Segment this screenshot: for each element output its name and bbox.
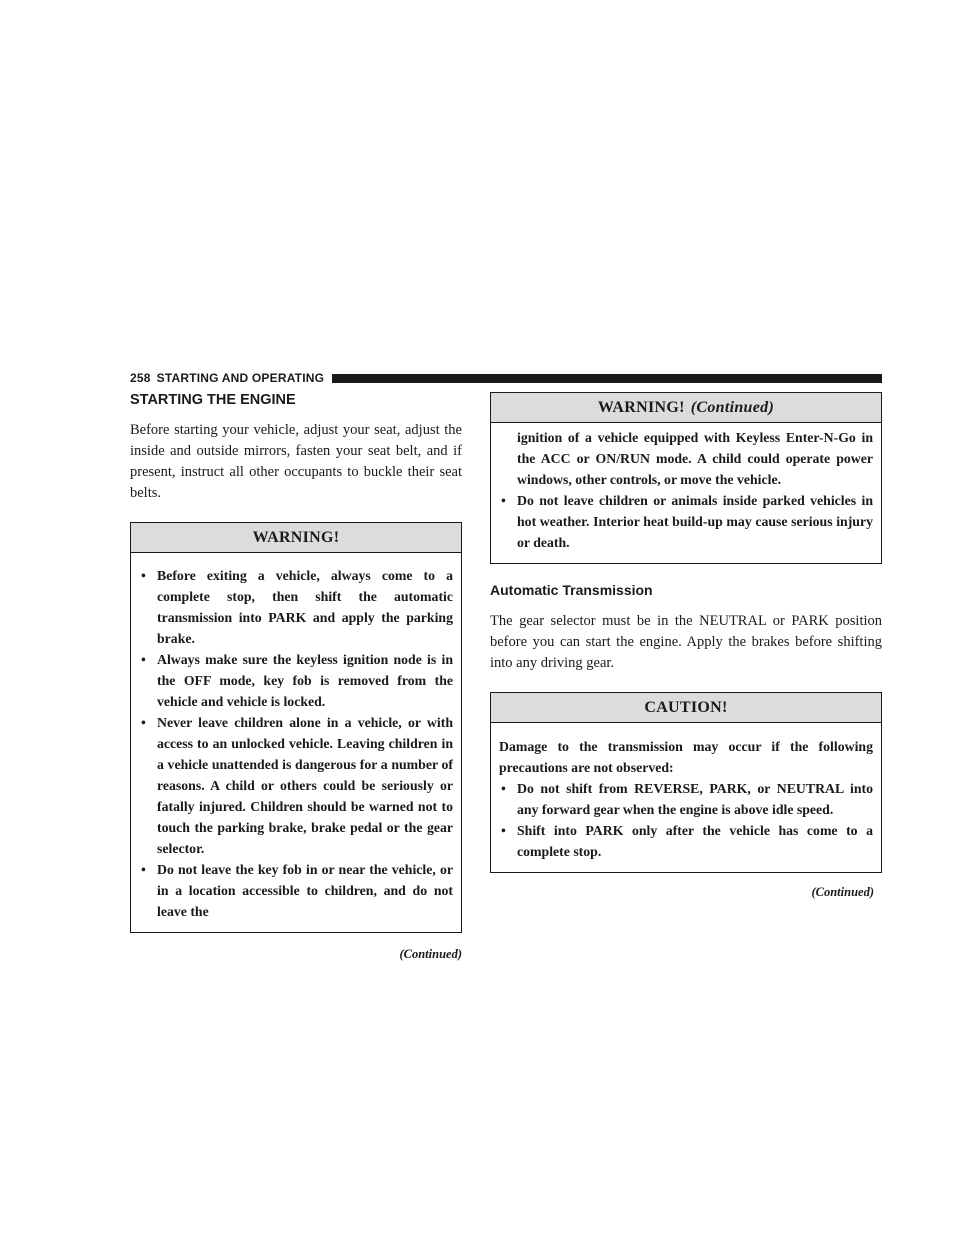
caution-title xyxy=(491,693,881,723)
warning-continued-box xyxy=(490,392,882,564)
warning-continued-list xyxy=(499,490,873,553)
warning-body xyxy=(131,553,461,932)
bullet-icon: • xyxy=(141,862,146,877)
bullet-icon: • xyxy=(501,493,506,508)
continued-suffix: (Continued) xyxy=(690,399,775,416)
body-paragraph: The gear selector must be in the NEUTRAL or PARK position before you can start the engine. Apply the brakes before shifting into any driving gear. xyxy=(490,613,882,671)
intro-paragraph: Before starting your vehicle, adjust your seat, adjust the inside and outside mirrors, fasten your seat belt, and if present, instruct all other occupants to buckle their seat belts. xyxy=(130,422,462,501)
continued-label: (Continued) xyxy=(811,885,874,899)
warning-box xyxy=(130,522,462,933)
warning-continued-body xyxy=(491,423,881,563)
list-item: • Never leave children alone in a vehicle, or with access to an unlocked vehicle. Leaving children in a vehicle unattended is dangerous for a number of reasons. A child or others could be seriously or fatally injured. Children should be warned not to touch the parking brake, brake pedal or the gear selector. xyxy=(139,712,453,859)
warning-list xyxy=(139,565,453,922)
caution-box xyxy=(490,692,882,873)
continued-label: (Continued) xyxy=(399,947,462,961)
caution-body xyxy=(491,723,881,872)
bullet-icon: • xyxy=(141,652,146,667)
list-item: • Do not leave the key fob in or near the vehicle, or in a location accessible to children, and do not leave the xyxy=(139,859,453,922)
caution-title-text: CAUTION! xyxy=(644,699,728,716)
warning-title-text: WARNING! xyxy=(597,399,685,416)
caution-intro: Damage to the transmission may occur if the following precautions are not observed: xyxy=(499,739,873,775)
left-column xyxy=(130,392,462,962)
section-heading: STARTING THE ENGINE xyxy=(130,392,296,408)
page-number: 258 xyxy=(130,371,151,385)
list-item: • Shift into PARK only after the vehicle has come to a complete stop. xyxy=(499,820,873,862)
warning-title xyxy=(131,523,461,553)
right-column xyxy=(490,392,882,900)
section-title: STARTING AND OPERATING xyxy=(156,371,325,385)
header-rule xyxy=(332,374,882,383)
caution-list xyxy=(499,778,873,862)
list-item: • Do not leave children or animals inside parked vehicles in hot weather. Interior heat build-up may cause serious injury or death. xyxy=(499,490,873,553)
subsection-heading: Automatic Transmission xyxy=(490,582,653,598)
bullet-icon: • xyxy=(501,823,506,838)
bullet-icon: • xyxy=(141,715,146,730)
warning-title-text: WARNING! xyxy=(252,529,340,546)
warning-continued-title xyxy=(491,393,881,423)
bullet-icon: • xyxy=(501,781,506,796)
page-header xyxy=(130,369,882,387)
warning-lead-text: ignition of a vehicle equipped with Keyless Enter-N-Go in the ACC or ON/RUN mode. A child could operate power windows, other controls, or move the vehicle. xyxy=(517,430,873,487)
list-item: • Always make sure the keyless ignition node is in the OFF mode, key fob is removed from the vehicle and vehicle is locked. xyxy=(139,649,453,712)
list-item: • Do not shift from REVERSE, PARK, or NEUTRAL into any forward gear when the engine is above idle speed. xyxy=(499,778,873,820)
list-item: • Before exiting a vehicle, always come to a complete stop, then shift the automatic transmission into PARK and apply the parking brake. xyxy=(139,565,453,649)
bullet-icon: • xyxy=(141,568,146,583)
